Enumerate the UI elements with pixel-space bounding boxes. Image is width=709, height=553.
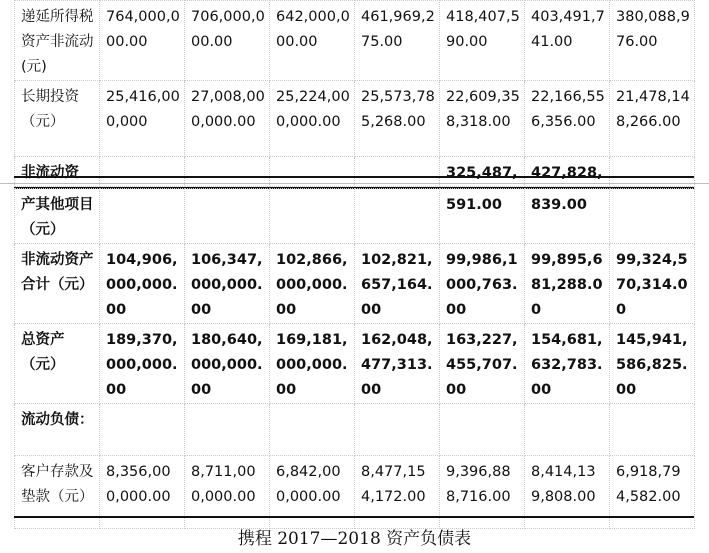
table-cell: 461,969,275.00 [355, 1, 440, 81]
table-cell [100, 157, 185, 187]
table-cell: 169,181,000,000.00 [270, 324, 355, 404]
table-row [15, 81, 695, 157]
table-cell: 189,370,000,000.00 [100, 324, 185, 404]
table-row [15, 404, 695, 456]
row-label: 流动负债： [15, 404, 100, 456]
table-cell: 145,941,586,825.00 [610, 324, 695, 404]
table-cell: 6,842,000,000.00 [270, 456, 355, 529]
table-cell [355, 404, 440, 456]
table-cell: 764,000,000.00 [100, 1, 185, 81]
table-rule [14, 176, 694, 178]
table-cell: 8,477,154,172.00 [355, 456, 440, 529]
table-cell: 163,227,455,707.00 [440, 324, 525, 404]
table-cell [610, 157, 695, 187]
table-cell: 403,491,741.00 [525, 1, 610, 81]
row-label: 客户存款及垫款（元） [15, 456, 100, 529]
table-cell: 25,573,785,268.00 [355, 81, 440, 157]
table-cell: 427,828, [525, 157, 610, 187]
table-cell [185, 189, 270, 244]
table-cell: 27,008,000,000.00 [185, 81, 270, 157]
table-cell: 380,088,976.00 [610, 1, 695, 81]
table-cell [610, 404, 695, 456]
table-cell: 642,000,000.00 [270, 1, 355, 81]
page-break-line [0, 183, 709, 184]
table-cell: 104,906,000,000.00 [100, 244, 185, 324]
table-cell: 162,048,477,313.00 [355, 324, 440, 404]
table-caption: 携程 2017—2018 资产负债表 [237, 529, 472, 549]
table-cell [355, 189, 440, 244]
table-cell: 21,478,148,266.00 [610, 81, 695, 157]
table-row [15, 324, 695, 404]
table-cell [270, 157, 355, 187]
table-cell [100, 404, 185, 456]
table-cell: 8,711,000,000.00 [185, 456, 270, 529]
table-cell: 8,356,000,000.00 [100, 456, 185, 529]
table-cell: 154,681,632,783.00 [525, 324, 610, 404]
balance-sheet-table-bottom [14, 188, 695, 529]
table-cell: 99,986,1000,763.00 [440, 244, 525, 324]
table-cell: 25,416,000,000 [100, 81, 185, 157]
table-cell [100, 189, 185, 244]
table-cell: 102,866,000,000.00 [270, 244, 355, 324]
row-label: 非流动资产合计（元） [15, 244, 100, 324]
table-row [15, 189, 695, 244]
table-cell: 180,640,000,000.00 [185, 324, 270, 404]
table-row [15, 1, 695, 81]
table-cell: 22,609,358,318.00 [440, 81, 525, 157]
row-label: 总资产（元） [15, 324, 100, 404]
table-row [15, 157, 695, 187]
table-cell: 418,407,590.00 [440, 1, 525, 81]
row-label: 递延所得税资产非流动(元) [15, 1, 100, 81]
table-row [15, 244, 695, 324]
table-cell [440, 404, 525, 456]
table-cell: 22,166,556,356.00 [525, 81, 610, 157]
table-cell [355, 157, 440, 187]
table-cell: 839.00 [525, 189, 610, 244]
table-cell: 25,224,000,000.00 [270, 81, 355, 157]
table-cell [610, 189, 695, 244]
table-cell: 6,918,794,582.00 [610, 456, 695, 529]
table-cell [270, 404, 355, 456]
table-cell: 325,487, [440, 157, 525, 187]
row-label: 长期投资（元） [15, 81, 100, 157]
table-rule [14, 516, 694, 518]
table-cell: 99,895,681,288.00 [525, 244, 610, 324]
table-cell: 591.00 [440, 189, 525, 244]
row-label: 非流动资 [15, 157, 100, 187]
table-cell: 8,414,139,808.00 [525, 456, 610, 529]
table-cell: 99,324,570,314.00 [610, 244, 695, 324]
table-cell: 9,396,888,716.00 [440, 456, 525, 529]
table-cell [185, 404, 270, 456]
table-cell [185, 157, 270, 187]
row-label: 产其他项目（元） [15, 189, 100, 244]
balance-sheet-table-top [14, 0, 695, 187]
table-cell: 106,347,000,000.00 [185, 244, 270, 324]
table-cell [270, 189, 355, 244]
table-cell [525, 404, 610, 456]
table-cell: 102,821,657,164.00 [355, 244, 440, 324]
table-cell: 706,000,000.00 [185, 1, 270, 81]
